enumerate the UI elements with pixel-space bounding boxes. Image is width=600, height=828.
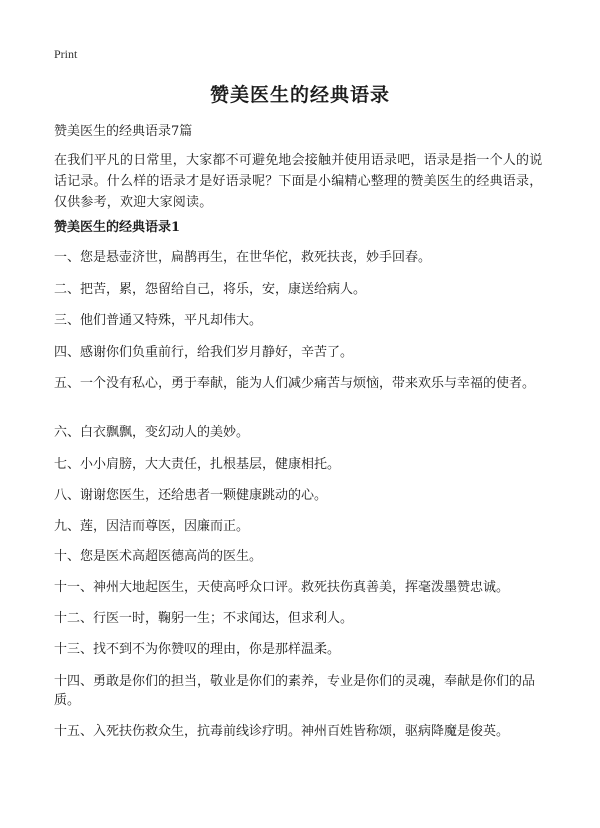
quote-item: 九、莲，因洁而尊医，因廉而正。 [54, 519, 250, 534]
quote-item: 四、感谢你们负重前行，给我们岁月静好，辛苦了。 [54, 345, 354, 360]
print-link[interactable]: Print [54, 47, 78, 61]
quote-item: 十五、入死扶伤救众生，抗毒前线诊疗明。神州百姓皆称颂，驱病降魔是俊英。 [54, 724, 510, 739]
quote-item: 十二、行医一时，鞠躬一生；不求闻达，但求利人。 [54, 611, 354, 626]
quote-item: 十、您是医术高超医德高尚的医生。 [54, 549, 263, 564]
quote-item: 五、一个没有私心，勇于奉献，能为人们减少痛苦与烦恼，带来欢乐与幸福的使者。 [54, 376, 536, 391]
quote-item: 一、您是悬壶济世，扁鹊再生，在世华佗，救死扶丧，妙手回春。 [54, 250, 432, 265]
quote-item: 十三、找不到不为你赞叹的理由，你是那样温柔。 [54, 642, 341, 657]
quote-item: 十四、勇敢是你们的担当，敬业是你们的素养，专业是你们的灵魂，奉献是你们的品质。 [54, 674, 536, 708]
quote-item: 十一、神州大地起医生，天使高呼众口评。救死扶伤真善美，挥毫泼墨赞忠诚。 [54, 580, 510, 595]
quote-item: 六、白衣飘飘，变幻动人的美妙。 [54, 425, 250, 440]
quote-item: 七、小小肩膀，大大责任，扎根基层，健康相托。 [54, 457, 341, 472]
intro-paragraph: 在我们平凡的日常里，大家都不可避免地会接触并使用语录吧，语录是指一个人的说话记录。什么样的语录才是好语录呢？下面是小编精心整理的赞美医生的经典语录，仅供参考，欢迎大家阅读。 [54, 153, 543, 210]
quote-item: 二、把苦，累，怨留给自己，将乐，安，康送给病人。 [54, 282, 367, 297]
quote-item: 三、他们普通又特殊，平凡却伟大。 [54, 313, 263, 328]
quote-item: 八、谢谢您医生，还给患者一颗健康跳动的心。 [54, 488, 328, 503]
subtitle: 赞美医生的经典语录7篇 [54, 124, 193, 139]
section-heading: 赞美医生的经典语录1 [54, 220, 181, 235]
page-title: 赞美医生的经典语录 [209, 84, 390, 106]
